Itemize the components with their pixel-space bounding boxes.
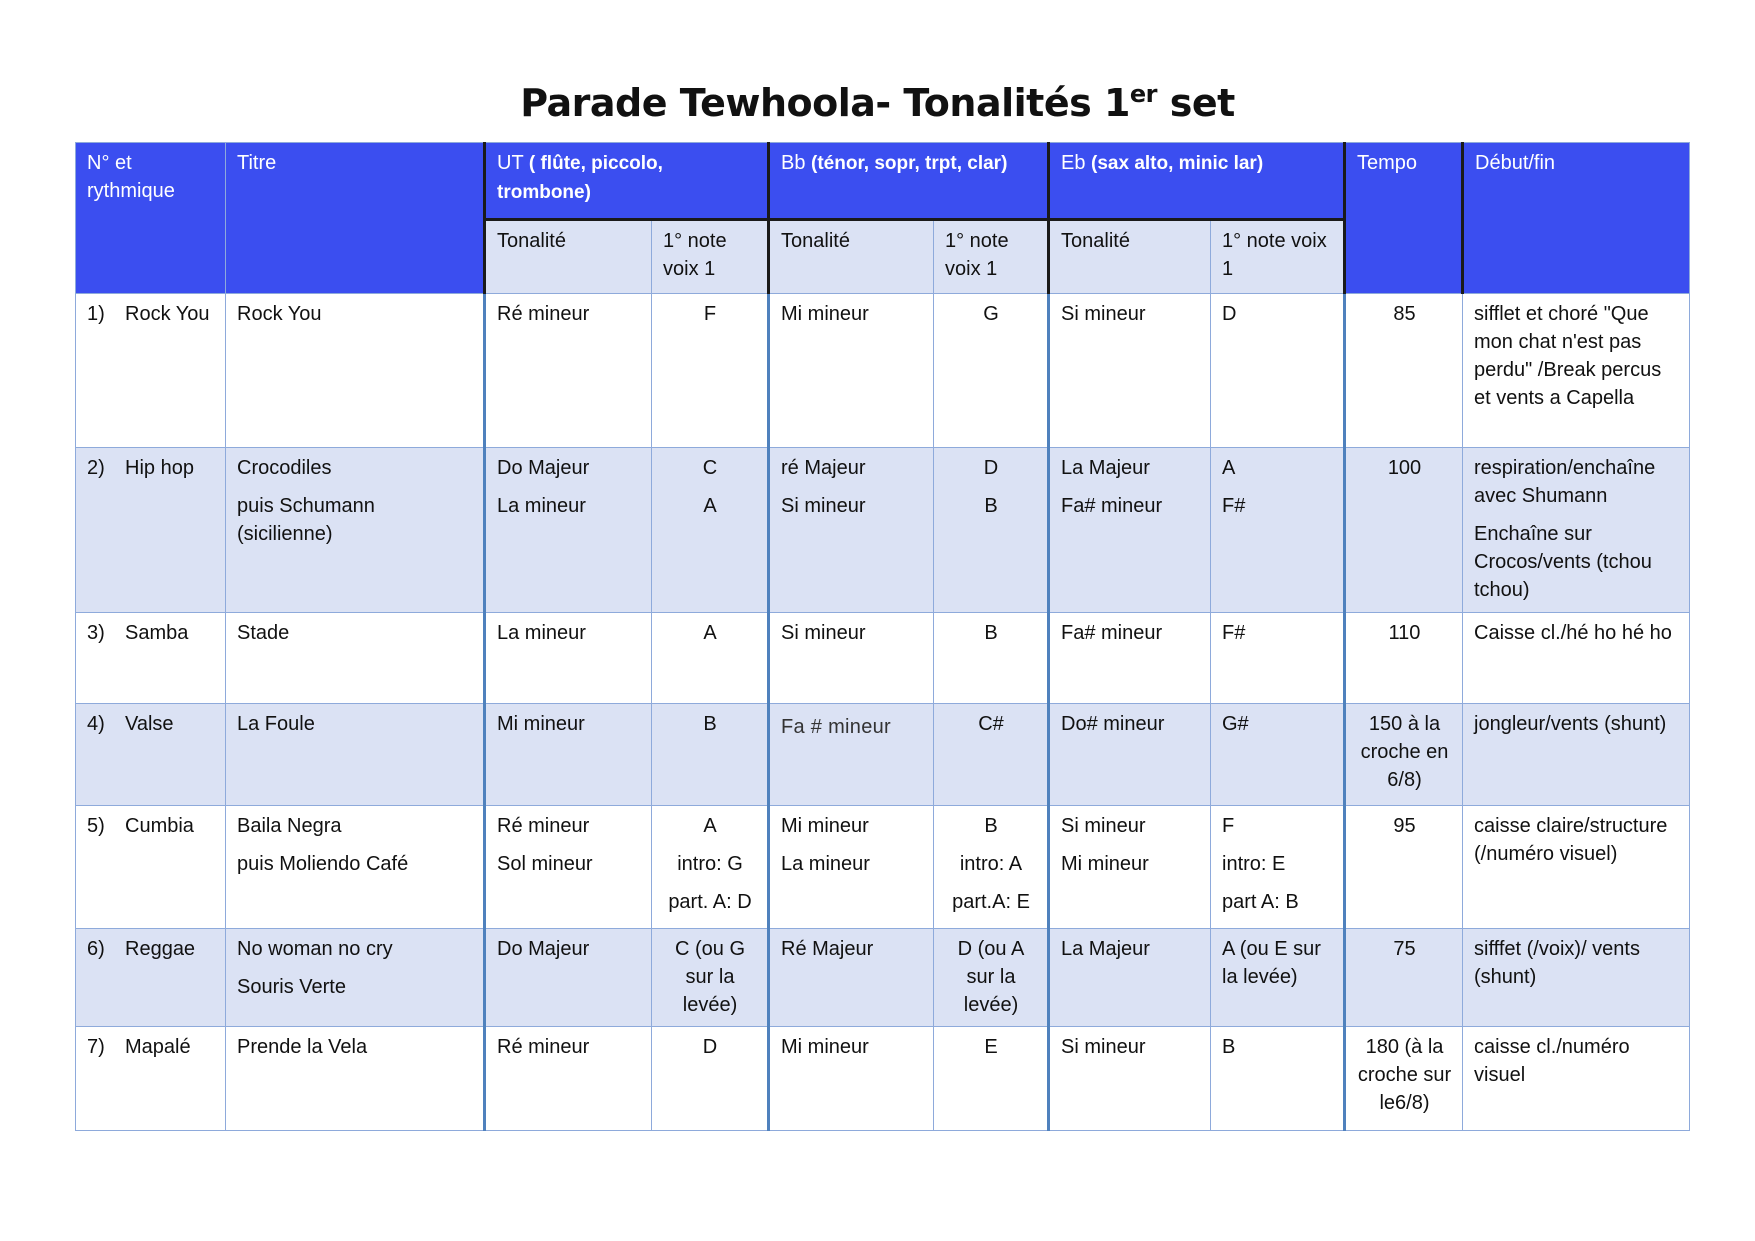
cell-bb-tonalite: Mi mineur (769, 294, 934, 448)
subheader-ut-tonalite: Tonalité (485, 220, 652, 294)
cell-eb-tonalite: La Majeur (1049, 929, 1211, 1027)
cell-eb-tonalite: Do# mineur (1049, 704, 1211, 806)
cell-ut-note: A (652, 613, 769, 704)
cell-bb-note: D (ou A sur la levée) (934, 929, 1049, 1027)
cell-eb-note: F# (1211, 613, 1345, 704)
cell-num: 6) Reggae (76, 929, 226, 1027)
cell-bb-tonalite: Mi mineur (769, 1027, 934, 1131)
header-titre: Titre (226, 143, 485, 294)
cell-bb-note: E (934, 1027, 1049, 1131)
cell-ut-tonalite: Do Majeur La mineur (485, 448, 652, 613)
cell-num: 2) Hip hop (76, 448, 226, 613)
page-title: Parade Tewhoola- Tonalités 1er set (520, 80, 1235, 125)
cell-eb-tonalite: La Majeur Fa# mineur (1049, 448, 1211, 613)
cell-ut-tonalite: Ré mineur (485, 1027, 652, 1131)
cell-titre: Baila Negra puis Moliendo Café (226, 806, 485, 929)
cell-tempo: 75 (1345, 929, 1463, 1027)
cell-eb-note: A (ou E sur la levée) (1211, 929, 1345, 1027)
cell-ut-note: B (652, 704, 769, 806)
cell-titre: No woman no cry Souris Verte (226, 929, 485, 1027)
header-tempo: Tempo (1345, 143, 1463, 294)
header-eb: Eb (sax alto, minic lar) (1049, 143, 1345, 220)
cell-eb-tonalite: Fa# mineur (1049, 613, 1211, 704)
table-row (76, 704, 1690, 806)
table-row (76, 806, 1690, 929)
cell-num: 4) Valse (76, 704, 226, 806)
cell-eb-note: A F# (1211, 448, 1345, 613)
cell-bb-tonalite: Mi mineur La mineur (769, 806, 934, 929)
cell-ut-note: A intro: G part. A: D (652, 806, 769, 929)
cell-tempo: 100 (1345, 448, 1463, 613)
table-row (76, 613, 1690, 704)
cell-eb-note: G# (1211, 704, 1345, 806)
cell-bb-note: B (934, 613, 1049, 704)
cell-bb-note: B intro: A part.A: E (934, 806, 1049, 929)
cell-titre: Prende la Vela (226, 1027, 485, 1131)
cell-num: 5) Cumbia (76, 806, 226, 929)
cell-titre: Stade (226, 613, 485, 704)
cell-titre: Rock You (226, 294, 485, 448)
cell-num: 1) Rock You (76, 294, 226, 448)
cell-num: 3) Samba (76, 613, 226, 704)
cell-tempo: 110 (1345, 613, 1463, 704)
cell-tempo: 180 (à la croche sur le6/8) (1345, 1027, 1463, 1131)
cell-eb-note: F intro: E part A: B (1211, 806, 1345, 929)
cell-eb-tonalite: Si mineur Mi mineur (1049, 806, 1211, 929)
cell-ut-tonalite: Ré mineur Sol mineur (485, 806, 652, 929)
cell-debut: caisse cl./numéro visuel (1463, 1027, 1690, 1131)
cell-ut-note: F (652, 294, 769, 448)
cell-bb-tonalite: Si mineur (769, 613, 934, 704)
cell-bb-note: D B (934, 448, 1049, 613)
table-row (76, 294, 1690, 448)
cell-num: 7) Mapalé (76, 1027, 226, 1131)
table-row (76, 448, 1690, 613)
cell-eb-tonalite: Si mineur (1049, 1027, 1211, 1131)
subheader-bb-note: 1° note voix 1 (934, 220, 1049, 294)
cell-titre: Crocodiles puis Schumann (sicilienne) (226, 448, 485, 613)
cell-ut-note: C (ou G sur la levée) (652, 929, 769, 1027)
cell-tempo: 150 à la croche en 6/8) (1345, 704, 1463, 806)
cell-ut-note: D (652, 1027, 769, 1131)
subheader-eb-tonalite: Tonalité (1049, 220, 1211, 294)
table-row (76, 1027, 1690, 1131)
cell-debut: sifflet et choré "Que mon chat n'est pas perdu" /Break percus et vents a Capella (1463, 294, 1690, 448)
table-row (76, 929, 1690, 1027)
header-debut: Début/fin (1463, 143, 1690, 294)
cell-tempo: 85 (1345, 294, 1463, 448)
header-ut: UT ( flûte, piccolo, trombone) (485, 143, 769, 220)
cell-ut-note: C A (652, 448, 769, 613)
cell-debut: caisse claire/structure (/numéro visuel) (1463, 806, 1690, 929)
cell-tempo: 95 (1345, 806, 1463, 929)
cell-bb-tonalite: ré Majeur Si mineur (769, 448, 934, 613)
subheader-ut-note: 1° note voix 1 (652, 220, 769, 294)
cell-bb-tonalite: Ré Majeur (769, 929, 934, 1027)
cell-eb-note: D (1211, 294, 1345, 448)
header-num: N° et rythmique (76, 143, 226, 294)
subheader-bb-tonalite: Tonalité (769, 220, 934, 294)
cell-ut-tonalite: Do Majeur (485, 929, 652, 1027)
cell-bb-note: C# (934, 704, 1049, 806)
subheader-eb-note: 1° note voix 1 (1211, 220, 1345, 294)
cell-debut: sifffet (/voix)/ vents (shunt) (1463, 929, 1690, 1027)
cell-ut-tonalite: Mi mineur (485, 704, 652, 806)
cell-bb-note: G (934, 294, 1049, 448)
cell-debut: respiration/enchaîne avec Shumann Enchaîne sur Crocos/vents (tchou tchou) (1463, 448, 1690, 613)
cell-eb-tonalite: Si mineur (1049, 294, 1211, 448)
cell-debut: jongleur/vents (shunt) (1463, 704, 1690, 806)
cell-bb-tonalite: Fa # mineur (769, 704, 934, 806)
cell-eb-note: B (1211, 1027, 1345, 1131)
header-bb: Bb (ténor, sopr, trpt, clar) (769, 143, 1049, 220)
cell-ut-tonalite: La mineur (485, 613, 652, 704)
tonality-table (75, 142, 1690, 1131)
cell-titre: La Foule (226, 704, 485, 806)
cell-debut: Caisse cl./hé ho hé ho (1463, 613, 1690, 704)
cell-ut-tonalite: Ré mineur (485, 294, 652, 448)
